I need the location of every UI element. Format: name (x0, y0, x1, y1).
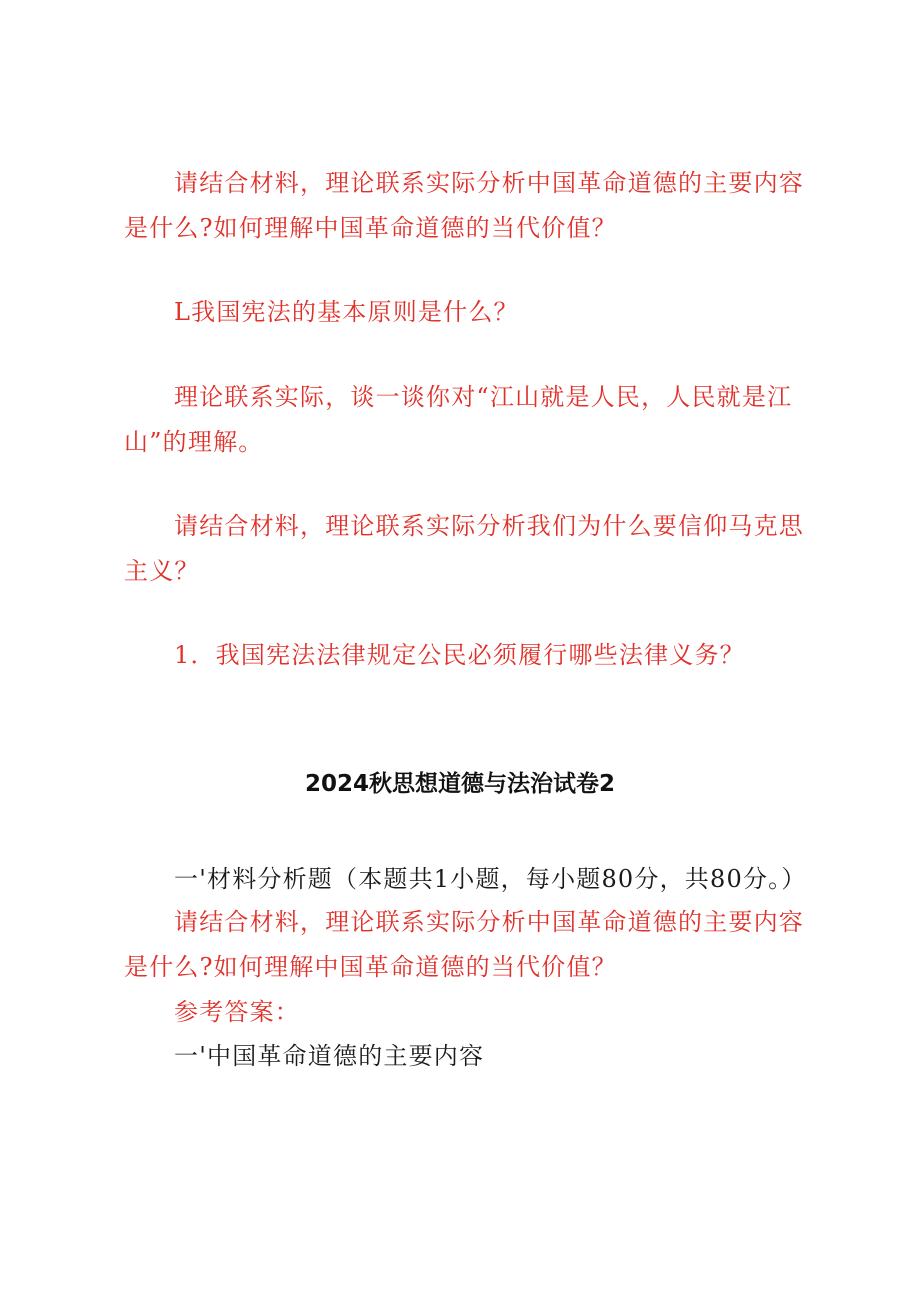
question-4-line-2: 主义？ (124, 557, 200, 585)
section-header: 一'材料分析题（本题共1小题，每小题80分，共80分。） (174, 865, 807, 893)
exam-title: 2024秋思想道德与法治试卷2 (304, 771, 616, 797)
question-2-line-1: L我国宪法的基本原则是什么？ (174, 298, 519, 326)
question-3-line-2: 山”的理解。 (124, 428, 264, 456)
answer-label: 参考答案： (174, 998, 300, 1026)
question-3-line-1: 理论联系实际，谈一谈你对“江山就是人民，人民就是江 (174, 383, 793, 411)
question-5-line-1: 1．我国宪法法律规定公民必须履行哪些法律义务？ (174, 641, 745, 669)
answer-heading: 一'中国革命道德的主要内容 (174, 1042, 485, 1070)
question-1-line-1: 请结合材料，理论联系实际分析中国革命道德的主要内容 (174, 169, 804, 197)
question-1-line-2: 是什么?如何理解中国革命道德的当代价值？ (124, 214, 617, 242)
question-4-line-1: 请结合材料，理论联系实际分析我们为什么要信仰马克思 (174, 512, 804, 540)
section-question-line-2: 是什么?如何理解中国革命道德的当代价值？ (124, 953, 617, 981)
section-question-line-1: 请结合材料，理论联系实际分析中国革命道德的主要内容 (174, 908, 804, 936)
